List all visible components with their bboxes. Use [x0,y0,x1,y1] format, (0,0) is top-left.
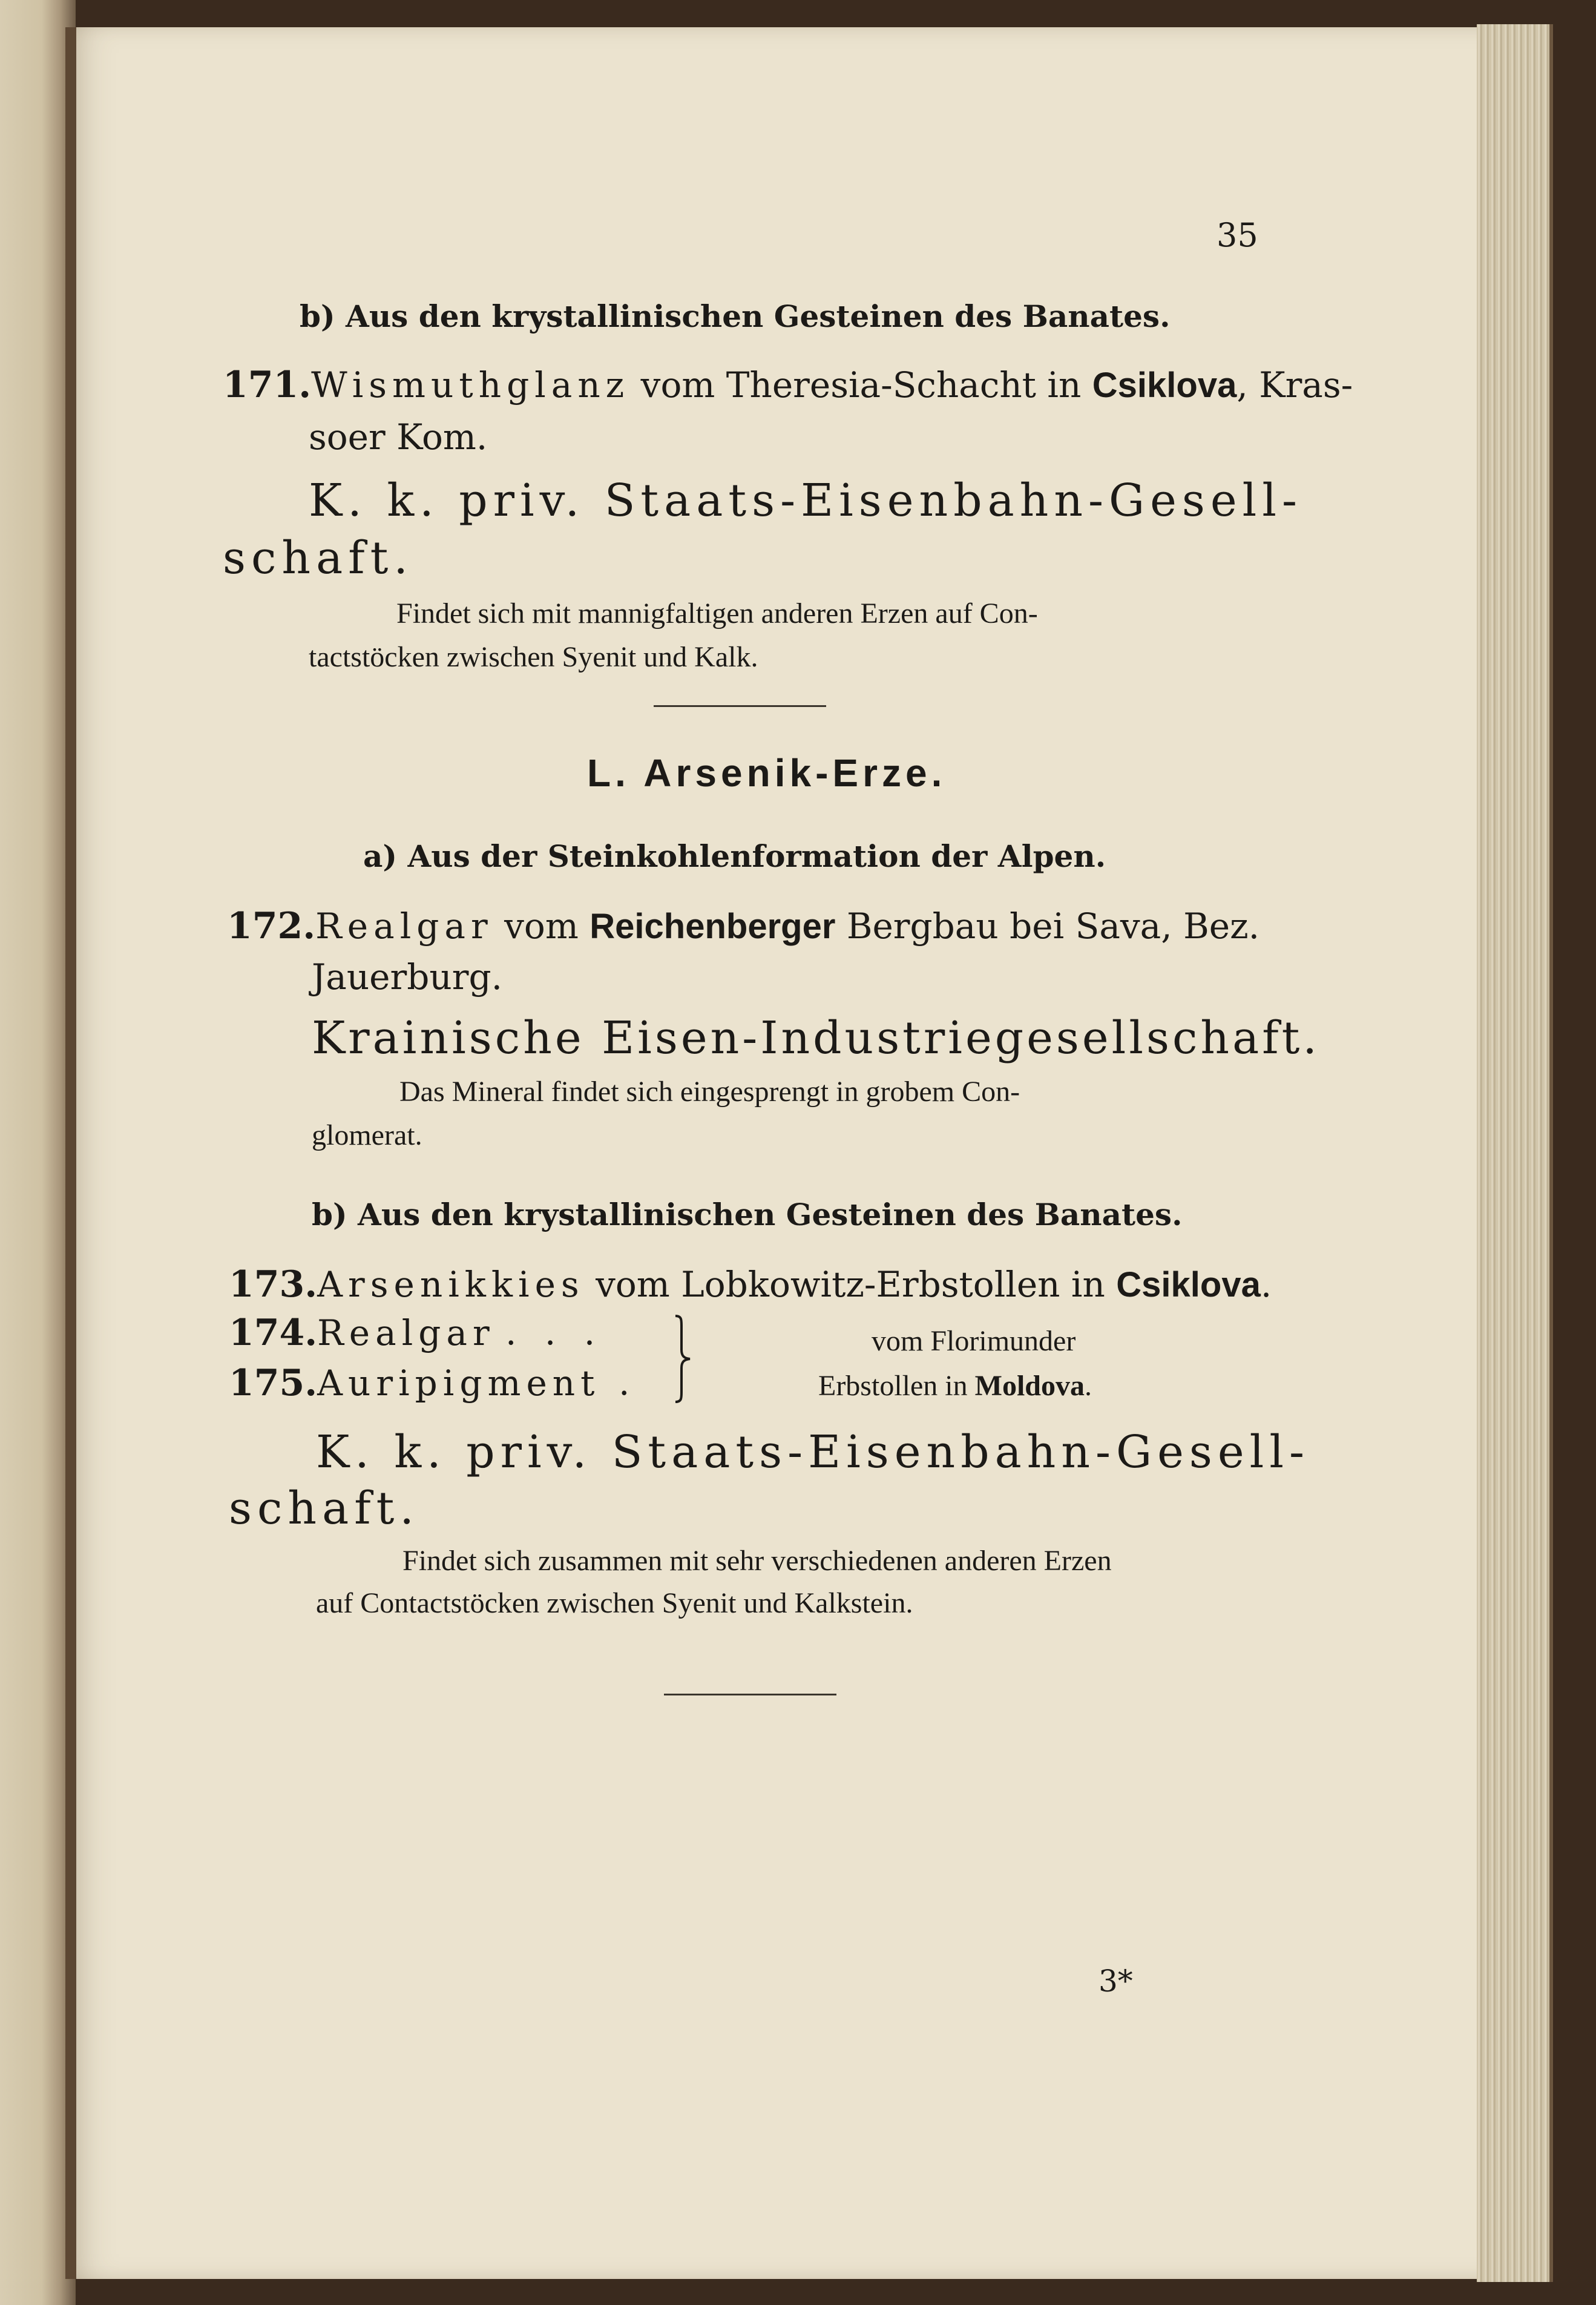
leader-dots: . [619,1362,630,1403]
section-divider [654,705,826,707]
note-line: Findet sich mit mannigfaltigen anderen Erzen auf Con- [396,597,1038,630]
place-name: Csiklova [1092,366,1237,405]
mineral-name: Wismuthglanz [311,364,630,406]
mineral-name: Auripigment [317,1363,600,1404]
grouping-brace [672,1314,696,1404]
note-line: tactstöcken zwischen Syenit und Kalk. [309,641,758,673]
entry-text: , Kras- [1236,364,1353,406]
entry-172-line2: Jauerburg. [312,956,503,998]
entry-172 [227,905,1260,947]
shared-location-line [818,1372,1092,1401]
entry-175 [229,1362,600,1404]
place-name: Reichenberger [589,907,836,946]
leader-dots: . . . [505,1312,604,1353]
owner-line: K. k. priv. Staats-Eisenbahn-Gesell- [309,475,1303,527]
place-name: Moldova [974,1370,1085,1402]
place-name: Csiklova [1116,1265,1261,1304]
note-line: glomerat. [312,1119,422,1151]
entry-text: vom Theresia-Schacht in [629,364,1092,406]
section-heading-b-banat: b) Aus den krystallinischen Gesteinen des Banates. [312,1197,1183,1232]
section-heading-b-banat: b) Aus den krystallinischen Gesteinen des Banates. [300,298,1171,334]
book-gutter [65,27,76,2279]
note-line: Findet sich zusammen mit sehr verschiedenen anderen Erzen [402,1545,1112,1577]
shared-location-text: . [1084,1370,1092,1402]
entry-173 [229,1263,1272,1306]
entry-171 [223,364,1353,406]
section-divider [664,1694,836,1695]
owner-line: Krainische Eisen-Industriegesellschaft. [312,1012,1320,1064]
page-number: 35 [1217,216,1258,254]
entry-text: Bergbau bei Sava, Bez. [835,906,1260,947]
shared-location-line: vom Florimunder [872,1325,1076,1357]
chapter-heading: L. Arsenik-Erze. [587,751,947,795]
owner-line: schaft. [223,532,413,584]
book-fore-edges [1477,24,1553,2282]
entry-number: 173. [229,1263,318,1306]
entry-text: vom Lobkowitz-Erbstollen in [584,1264,1117,1305]
entry-171-line2: soer Kom. [309,416,488,458]
entry-number: 172. [227,905,316,947]
entry-number: 171. [223,364,312,406]
note-line: auf Contactstöcken zwischen Syenit und Kalkstein. [316,1587,913,1619]
shared-location-text: Erbstollen in [818,1370,975,1402]
entry-number: 174. [229,1312,318,1354]
entry-174 [229,1312,495,1354]
entry-number: 175. [229,1362,318,1404]
entry-text: . [1260,1264,1272,1305]
owner-line: schaft. [229,1482,419,1534]
section-heading-a-alpen: a) Aus der Steinkohlenformation der Alpen. [363,838,1106,874]
book-left-page-edge [0,0,76,2305]
mineral-name: Arsenikkies [317,1264,585,1305]
owner-line: K. k. priv. Staats-Eisenbahn-Gesell- [316,1426,1310,1478]
signature-mark: 3* [1098,1964,1133,1999]
note-line: Das Mineral findet sich eingesprengt in grobem Con- [399,1076,1020,1108]
mineral-name: Realgar [315,906,493,947]
mineral-name: Realgar [317,1312,495,1353]
entry-text: vom [493,906,590,947]
